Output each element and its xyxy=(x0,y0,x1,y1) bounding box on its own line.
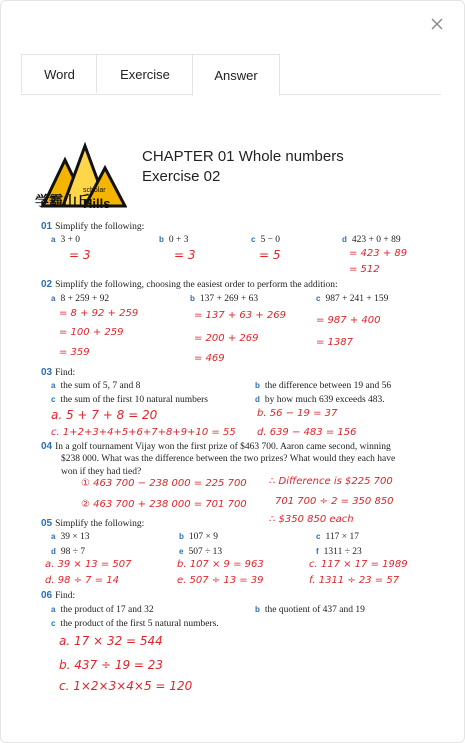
logo-hills-text: Hills xyxy=(83,196,111,211)
question-03: 03 Find: xyxy=(41,367,76,378)
close-icon[interactable] xyxy=(429,16,445,32)
q05-answer-d: d. 98 ÷ 7 = 14 xyxy=(45,575,119,586)
question-02: 02 Simplify the following, choosing the easiest order to perform the addition: xyxy=(41,279,338,290)
q02-item-c: c 987 + 241 + 159 xyxy=(316,294,389,304)
q01-answer-d-line1: = 423 + 89 xyxy=(349,248,408,259)
q02-answer-b-3: = 469 xyxy=(194,353,225,364)
q02-item-a: a 8 + 259 + 92 xyxy=(51,294,110,304)
q06-item-a: a the product of 17 and 32 xyxy=(51,605,154,615)
q02-answer-c-1: = 987 + 400 xyxy=(316,315,381,326)
q02-answer-b-1: = 137 + 63 + 269 xyxy=(194,310,286,321)
q05-answer-e: e. 507 ÷ 13 = 39 xyxy=(177,575,264,586)
exercise-heading: Exercise 02 xyxy=(142,168,221,185)
q01-item-a: a 3 + 0 xyxy=(51,235,81,245)
q02-answer-a-1: = 8 + 92 + 259 xyxy=(59,308,139,319)
q03-answer-c: c. 1+2+3+4+5+6+7+8+9+10 = 55 xyxy=(51,427,236,438)
q06-item-b: b the quotient of 437 and 19 xyxy=(255,605,365,615)
question-number: 01 xyxy=(41,221,53,232)
q01-item-b: b 0 + 3 xyxy=(159,235,189,245)
q02-answer-a-2: = 100 + 259 xyxy=(59,327,124,338)
question-04: 04 In a golf tournament Vijay won the first prize of $463 700. Aaron came second, winning xyxy=(41,441,391,452)
q01-item-d: d 423 + 0 + 89 xyxy=(342,235,401,245)
q06-answer-a: a. 17 × 32 = 544 xyxy=(59,634,163,648)
answer-sheet xyxy=(29,119,411,709)
q02-answer-c-2: = 1387 xyxy=(316,337,354,348)
tab-word[interactable]: Word xyxy=(21,54,98,93)
question-04-line3: won if they had tied? xyxy=(61,467,142,477)
q01-answer-d-line2: = 512 xyxy=(349,264,380,275)
q03-answer-b: b. 56 − 19 = 37 xyxy=(257,408,338,419)
q03-item-c: c the sum of the first 10 natural numbers xyxy=(51,395,208,405)
q04-answer-2: ∴ Difference is $225 700 xyxy=(269,476,393,487)
question-04-line2: $238 000. What was the difference between the two prizes? What would they each have xyxy=(61,454,396,464)
q05-answer-a: a. 39 × 13 = 507 xyxy=(45,559,132,570)
q04-answer-5: ∴ $350 850 each xyxy=(269,514,354,525)
q01-answer-a: = 3 xyxy=(69,248,91,262)
q05-answer-b: b. 107 × 9 = 963 xyxy=(177,559,264,570)
q03-item-b: b the difference between 19 and 56 xyxy=(255,381,392,391)
q02-answer-b-2: = 200 + 269 xyxy=(194,333,259,344)
q03-item-d: d by how much 639 exceeds 483. xyxy=(255,395,385,405)
q04-answer-4: 701 700 ÷ 2 = 350 850 xyxy=(275,496,394,507)
q06-answer-b: b. 437 ÷ 19 = 23 xyxy=(59,658,164,672)
question-05: 05 Simplify the following: xyxy=(41,518,145,529)
question-06: 06 Find: xyxy=(41,590,76,601)
q06-item-c: c the product of the first 5 natural numbers. xyxy=(51,619,219,629)
tab-answer[interactable]: Answer xyxy=(192,54,280,96)
q01-item-c: c 5 − 0 xyxy=(251,235,281,245)
q06-answer-c: c. 1×2×3×4×5 = 120 xyxy=(59,679,193,693)
tab-exercise[interactable]: Exercise xyxy=(96,54,194,93)
q02-answer-a-3: = 359 xyxy=(59,347,90,358)
q03-item-a: a the sum of 5, 7 and 8 xyxy=(51,381,141,391)
q05-item-a: a 39 × 13 xyxy=(51,532,90,542)
q03-answer-a: a. 5 + 7 + 8 = 20 xyxy=(51,408,158,422)
tab-bar xyxy=(21,54,441,95)
q02-item-b: b 137 + 269 + 63 xyxy=(190,294,259,304)
q04-answer-3: ② 463 700 + 238 000 = 701 700 xyxy=(81,499,247,510)
logo-scholar-text: scholar xyxy=(83,187,106,194)
q05-item-d: d 98 ÷ 7 xyxy=(51,547,86,557)
q04-answer-1: ① 463 700 − 238 000 = 225 700 xyxy=(81,478,247,489)
q05-item-c: c 117 × 17 xyxy=(316,532,359,542)
question-text: Simplify the following: xyxy=(55,222,145,232)
q03-answer-d: d. 639 − 483 = 156 xyxy=(257,427,357,438)
q05-answer-c: c. 117 × 17 = 1989 xyxy=(309,559,408,570)
q05-item-f: f 1311 ÷ 23 xyxy=(316,547,362,557)
q05-answer-f: f. 1311 ÷ 23 = 57 xyxy=(309,575,400,586)
chapter-heading: CHAPTER 01 Whole numbers xyxy=(142,148,344,165)
chapter-title xyxy=(142,147,344,187)
question-01 xyxy=(41,221,144,232)
q01-answer-c: = 5 xyxy=(259,248,281,262)
q05-item-b: b 107 × 9 xyxy=(179,532,218,542)
q01-answer-b: = 3 xyxy=(174,248,196,262)
q05-item-e: e 507 ÷ 13 xyxy=(179,547,223,557)
logo-chinese-text: 学霸山丘 xyxy=(35,194,91,210)
